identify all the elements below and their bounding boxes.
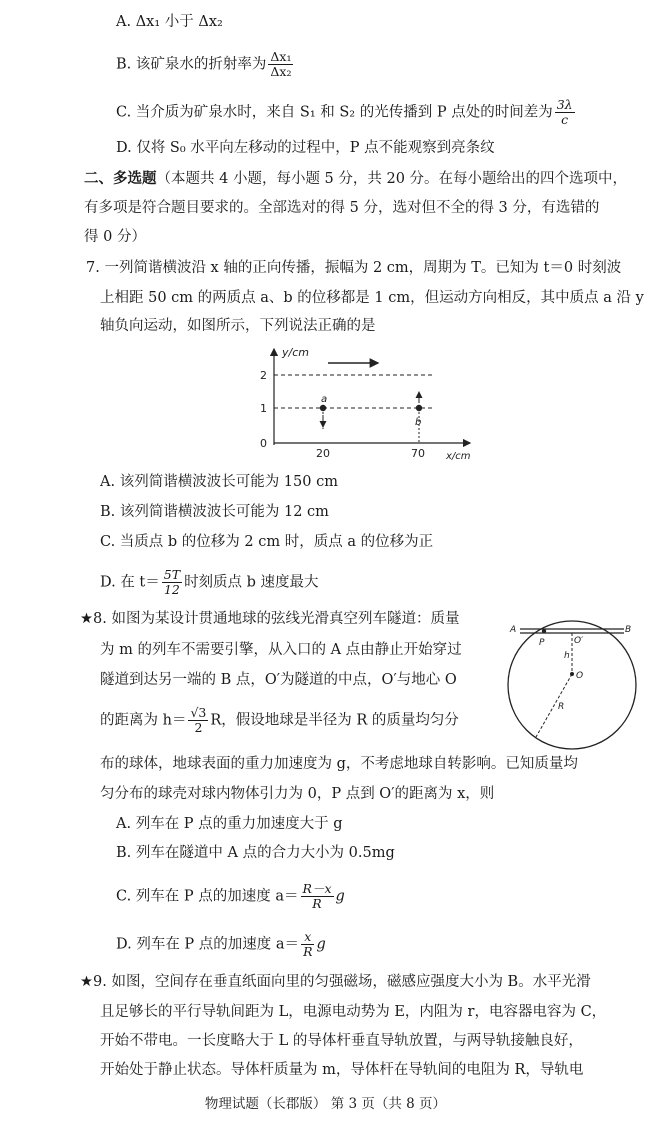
q8-option-b: B. 列车在隧道中 A 点的合力大小为 0.5mg xyxy=(116,845,395,861)
point-p-dot xyxy=(542,629,546,633)
q7-wave-figure xyxy=(250,343,480,465)
section2-line3: 得 0 分） xyxy=(84,229,146,245)
q6-option-a: A. Δx₁ 小于 Δx₂ xyxy=(116,14,223,30)
section2-line1 xyxy=(84,169,627,189)
q9-stem-line4: 开始处于静止状态。导体杆质量为 m，导体杆在导轨间的电阻为 R，导轨电 xyxy=(100,1062,584,1078)
q8-stem-line3: 隧道到达另一端的 B 点，O′为隧道的中点，O′与地心 O xyxy=(100,672,457,688)
q8-option-d-fraction: $\frac{x}{R}$ xyxy=(303,929,313,959)
q7-option-d-suffix: 时刻质点 b 速度最大 xyxy=(184,574,319,591)
q6-option-d: D. 仅将 S₀ 水平向左移动的过程中，P 点不能观察到亮条纹 xyxy=(116,140,495,156)
y-tick-2: 2 xyxy=(260,369,267,382)
section2-line2: 有多项是符合题目要求的。全部选对的得 5 分，选对但不全的得 3 分，有选错的 xyxy=(84,200,600,216)
y-tick-1: 1 xyxy=(260,402,267,415)
q8-stem-line4 xyxy=(100,706,459,735)
q8-line4-prefix: 的距离为 h＝ xyxy=(100,712,187,729)
page-footer: 物理试题（长郡版） 第 3 页（共 8 页） xyxy=(204,1096,447,1112)
radius-dashed-line xyxy=(536,674,572,737)
q7-option-b: B. 该列简谐横波波长可能为 12 cm xyxy=(100,504,329,520)
q9-stem-line2: 且足够长的平行导轨间距为 L，电源电动势为 E，内阻为 r，电容器电容为 C， xyxy=(100,1004,607,1020)
label-a: A xyxy=(510,625,517,635)
q8-option-c-fraction: $\frac{R-x}{R}$ xyxy=(302,881,332,911)
y-tick-0: 0 xyxy=(260,437,267,450)
section2-title: 二、多选题 xyxy=(84,170,157,187)
q8-option-c xyxy=(116,882,345,911)
label-b: B xyxy=(625,625,632,635)
q8-line4-fraction: $\frac{√3}{2}$ xyxy=(190,705,207,735)
q8-option-c-suffix: g xyxy=(335,888,345,905)
q8-stem-line2: 为 m 的列车不需要引擎，从入口的 A 点由静止开始穿过 xyxy=(100,642,462,658)
label-o: O xyxy=(576,671,584,681)
q8-option-d xyxy=(116,930,326,959)
q7-option-d xyxy=(100,568,319,597)
q8-line1-text: 8. 如图为某设计贯通地球的弦线光滑真空列车隧道：质量 xyxy=(93,611,460,627)
q9-star-icon: ★ xyxy=(80,974,93,990)
q7-option-d-fraction: $\frac{5T}{12}$ xyxy=(163,567,181,597)
label-p: P xyxy=(539,638,545,648)
q9-line1-text: 9. 如图，空间存在垂直纸面向里的匀强磁场，磁感应强度大小为 B。水平光滑 xyxy=(93,974,591,990)
q6-option-c-fraction: $\frac{3\lambda}{c}$ xyxy=(556,97,573,127)
q7-stem-line2: 上相距 50 cm 的两质点 a、b 的位移都是 1 cm，但运动方向相反，其中质点 a 沿 y xyxy=(100,290,644,306)
q8-stem-line6: 匀分布的球壳对球内物体引力为 0，P 点到 O′的距离为 x，则 xyxy=(100,786,495,802)
q7-option-c: C. 当质点 b 的位移为 2 cm 时，质点 a 的位移为正 xyxy=(100,534,434,550)
point-a-dot xyxy=(320,405,326,411)
point-a-label: a xyxy=(321,394,328,405)
q8-option-a: A. 列车在 P 点的重力加速度大于 g xyxy=(116,816,343,832)
label-o-prime: O′ xyxy=(574,636,584,646)
q6-option-c xyxy=(116,98,577,127)
x-tick-20: 20 xyxy=(316,447,330,460)
x-tick-70: 70 xyxy=(411,447,425,460)
x-axis-label: x/cm xyxy=(446,451,471,462)
q6-option-b xyxy=(116,50,295,79)
q7-stem-line1: 7. 一列简谐横波沿 x 轴的正向传播，振幅为 2 cm，周期为 T。已知为 t＝0 时刻波 xyxy=(86,260,622,276)
q9-stem-line1 xyxy=(80,972,591,992)
q7-option-d-prefix: D. 在 t＝ xyxy=(100,574,160,591)
q8-earth-tunnel-figure xyxy=(500,612,646,752)
q8-line4-suffix: R，假设地球是半径为 R 的质量均匀分 xyxy=(210,712,459,729)
q7-option-a: A. 该列简谐横波波长可能为 150 cm xyxy=(100,474,338,490)
q8-stem-line1 xyxy=(80,609,459,629)
q7-stem-line3: 轴负向运动，如图所示，下列说法正确的是 xyxy=(100,318,376,334)
point-b-dot xyxy=(416,405,422,411)
q8-option-d-suffix: g xyxy=(316,936,326,953)
q9-stem-line3: 开始不带电。一长度略大于 L 的导体杆垂直导轨放置，与两导轨接触良好， xyxy=(100,1033,583,1049)
q6-option-c-text: C. 当介质为矿泉水时，来自 S₁ 和 S₂ 的光传播到 P 点处的时间差为 xyxy=(116,104,553,121)
q8-star-icon: ★ xyxy=(80,611,93,627)
q8-option-d-prefix: D. 列车在 P 点的加速度 a＝ xyxy=(116,936,300,953)
y-axis-label: y/cm xyxy=(282,346,309,359)
label-r: R xyxy=(558,702,565,712)
point-b-label: b xyxy=(415,417,422,428)
q8-option-c-prefix: C. 列车在 P 点的加速度 a＝ xyxy=(116,888,299,905)
q6-option-b-fraction: $\frac{\text{Δx₁}}{\text{Δx₂}}$ xyxy=(270,49,292,79)
label-h: h xyxy=(564,651,570,661)
q6-option-b-text: B. 该矿泉水的折射率为 xyxy=(116,56,267,73)
section2-instructions: （本题共 4 小题，每小题 5 分，共 20 分。在每小题给出的四个选项中， xyxy=(156,171,628,187)
q8-stem-line5: 布的球体，地球表面的重力加速度为 g，不考虑地球自转影响。已知质量均 xyxy=(100,756,578,772)
